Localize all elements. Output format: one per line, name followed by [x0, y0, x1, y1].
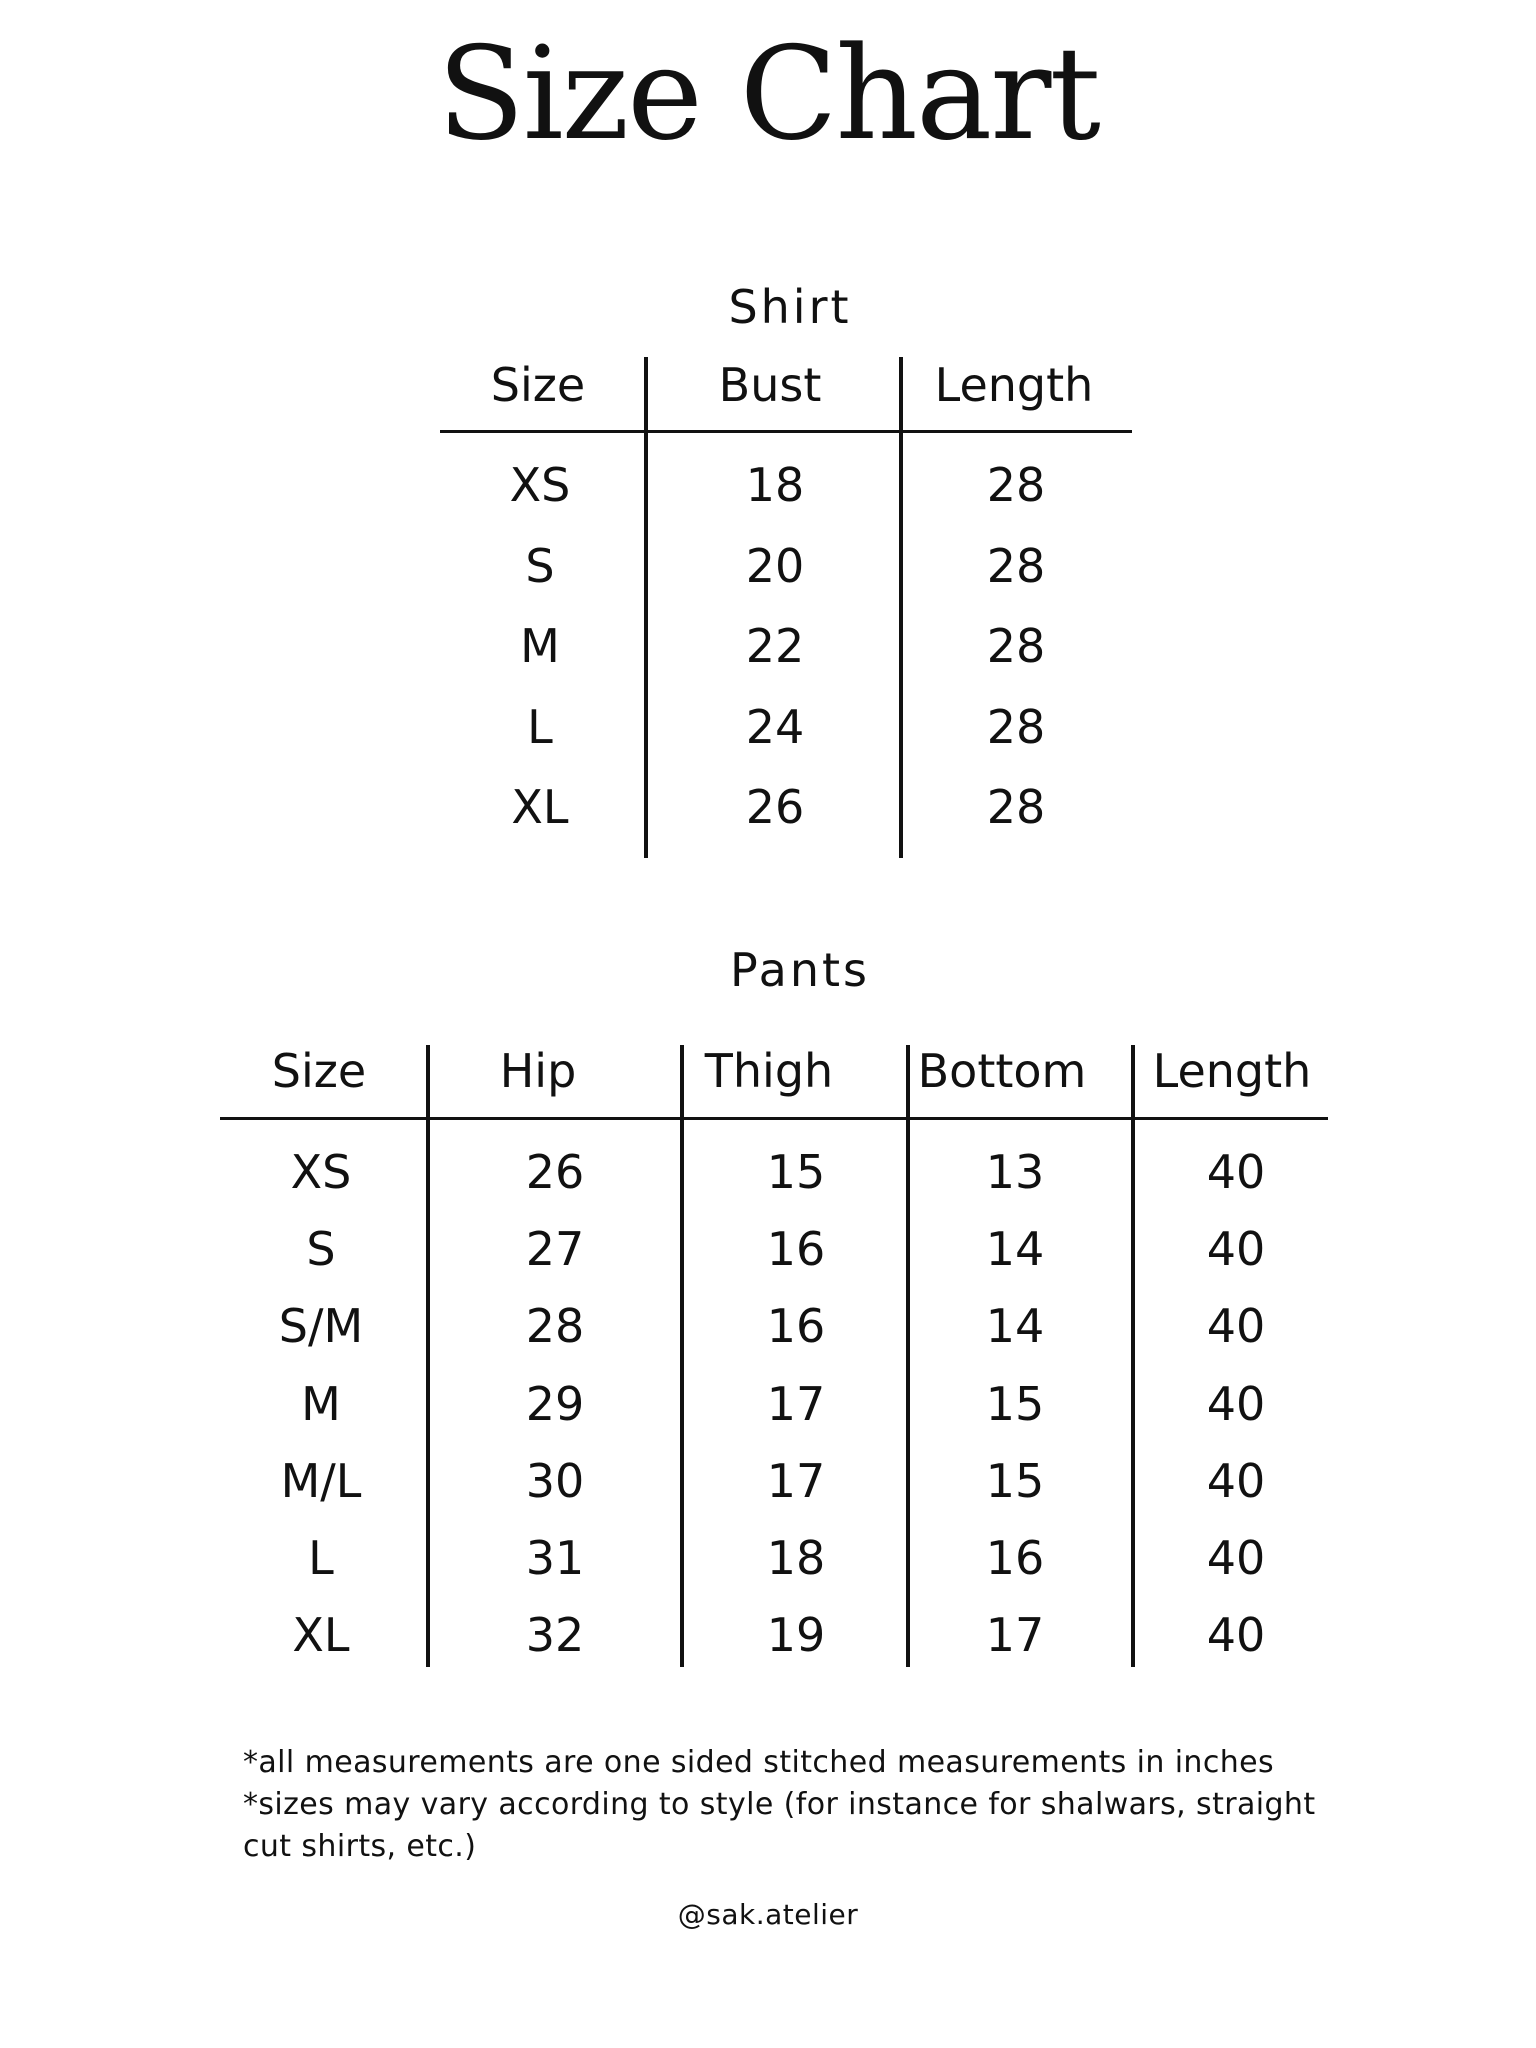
- measurement-cell: 18: [745, 458, 805, 512]
- measurement-cell: 13: [985, 1145, 1045, 1199]
- measurement-cell: 40: [1206, 1376, 1266, 1431]
- measurement-cell: 19: [766, 1608, 826, 1663]
- size-cell: XS: [509, 458, 571, 512]
- page-title: Size Chart: [437, 20, 1099, 169]
- shirt-heading: Shirt: [728, 280, 852, 334]
- column-header: Thigh: [704, 1044, 834, 1098]
- measurement-cell: 15: [766, 1145, 826, 1199]
- column-divider: [426, 1045, 430, 1667]
- column-header: Hip: [499, 1044, 577, 1098]
- measurement-cell: 40: [1206, 1299, 1266, 1354]
- column-divider: [906, 1045, 910, 1667]
- column-header: Bottom: [917, 1044, 1087, 1098]
- column-divider: [899, 357, 903, 858]
- pants-heading: Pants: [729, 943, 871, 997]
- size-cell: S: [306, 1222, 336, 1277]
- size-cell: L: [308, 1531, 334, 1585]
- measurement-cell: 18: [766, 1531, 826, 1585]
- measurement-cell: 31: [525, 1531, 585, 1585]
- measurement-cell: 26: [745, 780, 805, 834]
- measurement-cell: 40: [1206, 1145, 1266, 1199]
- measurement-cell: 17: [766, 1453, 826, 1508]
- measurement-cell: 40: [1206, 1222, 1266, 1277]
- size-cell: M: [520, 619, 560, 673]
- size-cell: XL: [511, 780, 569, 834]
- size-cell: M: [301, 1376, 341, 1431]
- social-handle: @sak.atelier: [677, 1898, 859, 1931]
- measurement-cell: 16: [766, 1222, 826, 1277]
- column-divider: [680, 1045, 684, 1667]
- measurement-cell: 27: [525, 1222, 585, 1277]
- size-cell: L: [527, 699, 553, 754]
- measurement-cell: 17: [766, 1376, 826, 1431]
- measurement-cell: 28: [986, 619, 1046, 673]
- measurement-cell: 16: [766, 1299, 826, 1354]
- column-header: Length: [934, 358, 1094, 412]
- column-header: Size: [490, 358, 586, 412]
- measurement-cell: 40: [1206, 1531, 1266, 1585]
- measurement-cell: 30: [525, 1453, 585, 1508]
- measurement-cell: 29: [525, 1376, 585, 1431]
- measurement-cell: 14: [985, 1299, 1045, 1354]
- measurement-cell: 28: [986, 458, 1046, 512]
- measurement-cell: 28: [986, 780, 1046, 834]
- measurement-cell: 40: [1206, 1453, 1266, 1508]
- column-header: Length: [1152, 1044, 1312, 1098]
- measurement-cell: 15: [985, 1376, 1045, 1431]
- measurement-cell: 28: [986, 699, 1046, 754]
- size-cell: S/M: [278, 1299, 364, 1354]
- column-header: Bust: [718, 358, 822, 412]
- measurement-cell: 32: [525, 1608, 585, 1663]
- size-cell: XS: [290, 1145, 352, 1199]
- measurement-cell: 20: [745, 538, 805, 593]
- measurement-cell: 14: [985, 1222, 1045, 1277]
- measurement-cell: 24: [745, 699, 805, 754]
- size-cell: M/L: [280, 1453, 362, 1508]
- measurement-cell: 28: [525, 1299, 585, 1354]
- size-cell: XL: [292, 1608, 350, 1663]
- column-header: Size: [271, 1044, 367, 1098]
- measurement-cell: 22: [745, 619, 805, 673]
- size-cell: S: [525, 538, 555, 593]
- measurement-cell: 26: [525, 1145, 585, 1199]
- measurement-cell: 40: [1206, 1608, 1266, 1663]
- measurement-cell: 17: [985, 1608, 1045, 1663]
- measurement-cell: 15: [985, 1453, 1045, 1508]
- column-divider: [644, 357, 648, 858]
- measurement-cell: 28: [986, 538, 1046, 593]
- header-rule: [220, 1117, 1328, 1120]
- style-note: *sizes may vary according to style (for instance for shalwars, straight cut shirts, etc.): [243, 1787, 1316, 1864]
- header-rule: [440, 430, 1132, 433]
- measurement-cell: 16: [985, 1531, 1045, 1585]
- column-divider: [1131, 1045, 1135, 1667]
- measurement-note: *all measurements are one sided stitched measurements in inches: [243, 1745, 1275, 1780]
